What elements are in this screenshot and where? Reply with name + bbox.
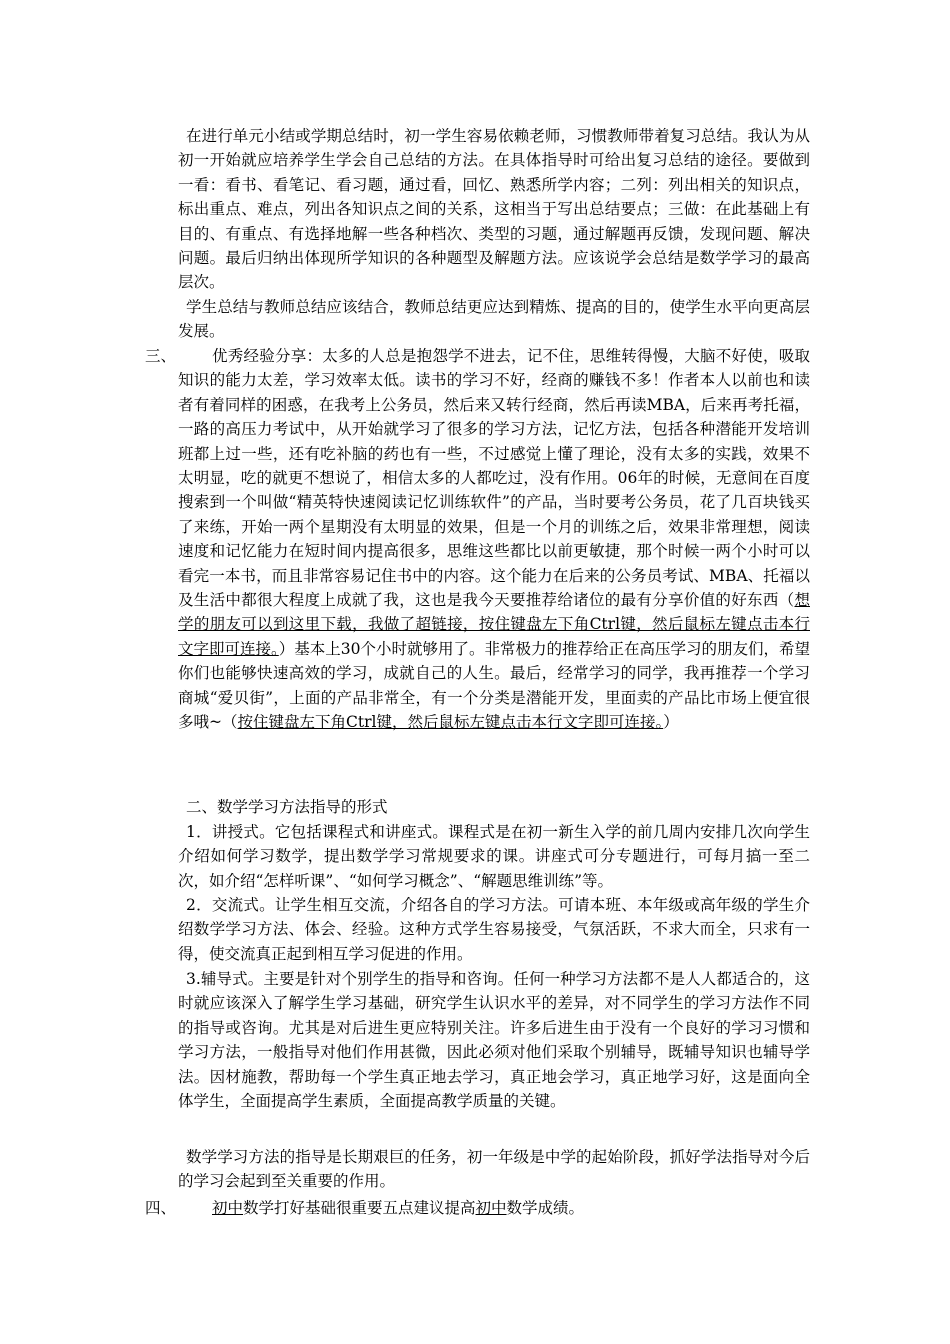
paragraph-teacher-summary: 学生总结与教师总结应该结合，教师总结更应达到精炼、提高的目的，使学生水平向更高层发展。 — [178, 298, 810, 341]
section-four-text: 数学打好基础很重要五点建议提高 — [243, 1199, 476, 1217]
list-item-exchange: 2．交流式。让学生相互交流，介绍各自的学习方法。可请本班、本年级或高年级的学生介绍数学学习方法、体会、经验。这种方式学生容易接受，气氛活跃，不求大而全，只求有一得，使交流真正起到相互学习促进的作用。 — [178, 896, 810, 963]
list-item-lecture: 1．讲授式。它包括课程式和讲座式。课程式是在初一新生入学的前几周内安排几次向学生介绍如何学习数学，提出数学学习常规要求的课。讲座式可分专题进行，可每月搞一至二次，如介绍“怎样听课”、“如何学习概念”、“解题思维训练”等。 — [178, 823, 810, 890]
section-four-title — [178, 1196, 810, 1220]
list-item-tutoring: 3.辅导式。主要是针对个别学生的指导和咨询。任何一种学习方法都不是人人都适合的，这时就应该深入了解学生学习基础，研究学生认识水平的差异，对不同学生的学习方法作不同的指导或咨询。尤其是对后进生更应特别关注。许多后进生由于没有一个良好的学习习惯和学习方法，一般指导对他们作用甚微，因此必须对他们采取个别辅导，既辅导知识也辅导学法。因材施教，帮助每一个学生真正地去学习，真正地会学习，真正地学习好，这是面向全体学生，全面提高学生素质，全面提高教学质量的关键。 — [178, 970, 810, 1111]
download-link[interactable]: 想学的朋友可以到这里下载，我做了超链接，按住键盘左下角Ctrl键，然后鼠标左键点击本行文字即可连接。 — [178, 591, 810, 658]
experience-text-a: 优秀经验分享：太多的人总是抱怨学不进去，记不住，思维转得慢，大脑不好使，吸取知识的能力太差，学习效率太低。读书的学习不好，经商的赚钱不多！作者本人以前也和读者有着同样的困惑，在我考上公务员，然后来又转行经商，然后再读MBA，后来再考托福，一路的高压力考试中，从开始就学习了很多的学习方法，记忆方法，包括各种潜能开发培训班都上过一些，还有吃补脑的药也有一些，不过感觉上懂了理论，没有太多的实践，效果不太明显，吃的就更不想说了，相信太多的人都吃过，没有作用。06年的时候，无意间在百度搜索到一个叫做“精英特快速阅读记忆训练软件”的产品，当时要考公务员，花了几百块钱买了来练，开始一两个星期没有太明显的效果，但是一个月的训练之后，效果非常理想，阅读速度和记忆能力在短时间内提高很多，思维这些都比以前更敏捷，那个时候一两个小时可以看完一本书，而且非常容易记住书中的内容。这个能力在后来的公务员考试、MBA、托福以及生活中都很大程度上成就了我，这也是我今天要推荐给诸位的最有分享价值的好东西（ — [178, 347, 810, 610]
experience-text-b: ）基本上30个小时就够用了。非常极力的推荐给正在高压学习的朋友们，希望你们也能够快速高效的学习，成就自己的人生。最后，经常学习的同学，我再推荐一个学习商城“爱贝街”，上面的产品非常全，有一个分类是潜能开发，里面卖的产品比市场上便宜很多哦~（ — [178, 639, 810, 732]
experience-text-c: ） — [663, 713, 679, 732]
paragraph-conclusion: 数学学习方法的指导是长期艰巨的任务，初一年级是中学的起始阶段，抓好学法指导对今后的学习会起到至关重要的作用。 — [178, 1148, 810, 1191]
paragraph-summary-method: 在进行单元小结或学期总结时，初一学生容易依赖老师，习惯教师带着复习总结。我认为从初一开始就应培养学生学会自己总结的方法。在具体指导时可给出复习总结的途径。要做到一看：看书、看笔记、看习题，通过看，回忆、熟悉所学内容；二列：列出相关的知识点，标出重点、难点，列出各知识点之间的关系，这相当于写出总结要点；三做：在此基础上有目的、有重点、有选择地解一些各种档次、类型的习题，通过解题再反馈，发现问题、解决问题。最后归纳出体现所学知识的各种题型及解题方法。应该说学会总结是数学学习的最高层次。 — [178, 127, 810, 292]
aibeijie-link[interactable]: 按住键盘左下角Ctrl键，然后鼠标左键点击本行文字即可连接。 — [237, 713, 664, 732]
section-four-text-end: 数学成绩。 — [506, 1199, 585, 1217]
underlined-term: 初中 — [475, 1199, 507, 1217]
paragraph-experience-sharing — [178, 344, 810, 735]
underlined-term: 初中 — [212, 1199, 244, 1217]
section-four-marker: 四、 — [145, 1199, 177, 1217]
heading-guidance-forms: 二、数学学习方法指导的形式 — [186, 798, 388, 816]
section-three-marker: 三、 — [145, 347, 177, 365]
